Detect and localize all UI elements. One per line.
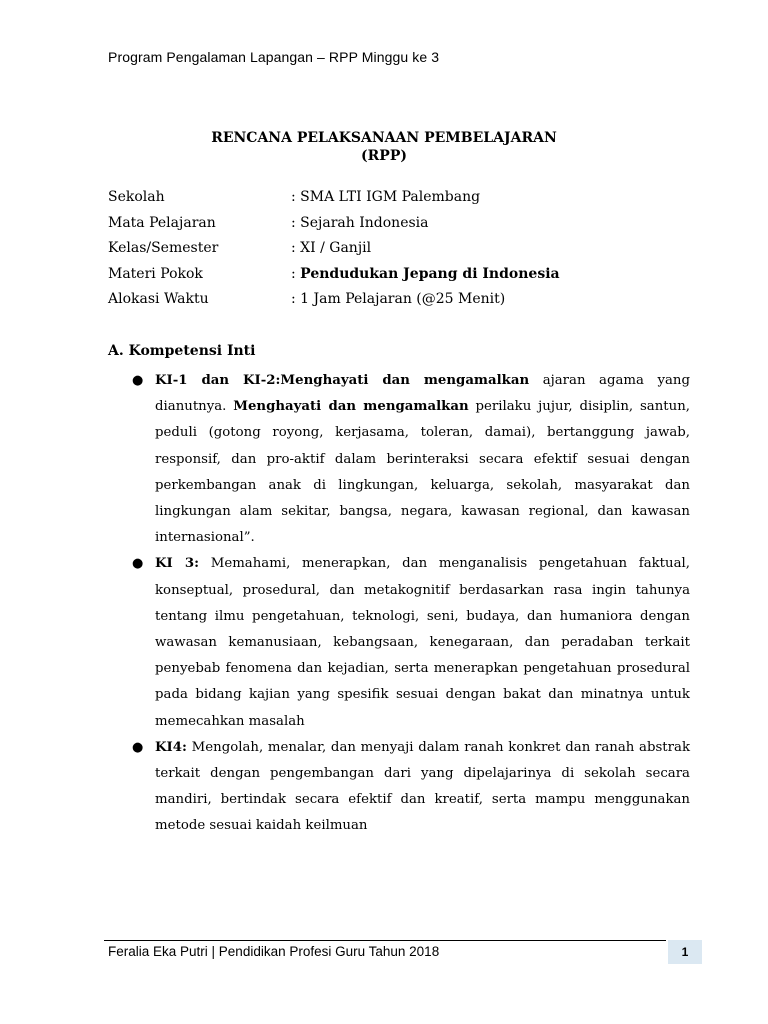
info-label: Mata Pelajaran bbox=[108, 214, 216, 231]
info-row-subject bbox=[108, 215, 560, 241]
info-value bbox=[291, 266, 560, 282]
info-value: : Sejarah Indonesia bbox=[291, 214, 429, 231]
ki-text: perilaku jujur, disiplin, santun, peduli (gotong royong, kerjasama, toleran, damai), bertanggung jawab, responsif, dan pro-aktif dalam berinteraksi secara efektif sesuai dengan perkembangan anak di lingkungan, keluarga, sekolah, masyarakat dan lingkungan alam sekitar, bangsa, negara, kawasan regional, dan kawasan internasional”. bbox=[155, 399, 690, 546]
ki-lead: KI 3: bbox=[155, 556, 200, 572]
ki-lead: KI4: bbox=[155, 739, 187, 755]
info-value: : 1 Jam Pelajaran (@25 Menit) bbox=[291, 291, 506, 307]
info-value: : XI / Ganjil bbox=[291, 240, 372, 256]
info-value: : SMA LTI IGM Palembang bbox=[291, 189, 481, 205]
info-label: Materi Pokok bbox=[108, 265, 203, 282]
bullet-icon: ● bbox=[132, 373, 144, 388]
info-row-class bbox=[108, 240, 560, 266]
list-item bbox=[132, 735, 690, 840]
ki-bold-mid: Menghayati dan mengamalkan bbox=[233, 399, 469, 415]
info-row-topic bbox=[108, 266, 560, 292]
info-value-bold: Pendudukan Jepang di Indonesia bbox=[300, 265, 560, 282]
ki-text: ajaran agama yang dianutnya. bbox=[155, 373, 690, 415]
identity-table bbox=[108, 189, 560, 317]
info-value-prefix: : bbox=[291, 265, 301, 282]
info-row-time bbox=[108, 291, 560, 317]
bullet-icon: ● bbox=[132, 556, 144, 572]
list-item bbox=[132, 551, 690, 734]
footer-text: Feralia Eka Putri | Pendidikan Profesi Guru Tahun 2018 bbox=[108, 944, 440, 959]
info-label: Sekolah bbox=[108, 189, 165, 205]
footer-divider bbox=[104, 940, 666, 941]
bullet-icon: ● bbox=[132, 739, 144, 755]
running-header: Program Pengalaman Lapangan – RPP Minggu ke 3 bbox=[108, 49, 440, 65]
ki-text: Mengolah, menalar, dan menyaji dalam ranah konkret dan ranah abstrak terkait dengan pengembangan dari yang dipelajarinya di sekolah secara mandiri, bertindak secara efektif dan kreatif, serta mampu menggunakan metode sesuai kaidah keilmuan bbox=[155, 739, 690, 834]
list-item bbox=[132, 368, 690, 551]
document-title: RENCANA PELAKSANAAN PEMBELAJARAN bbox=[211, 130, 557, 146]
info-label: Alokasi Waktu bbox=[108, 291, 209, 307]
page-number: 1 bbox=[668, 940, 702, 964]
info-label: Kelas/Semester bbox=[108, 240, 219, 256]
ki-lead: KI-1 dan KI-2:Menghayati dan mengamalkan bbox=[155, 373, 530, 388]
ki-text: Memahami, menerapkan, dan menganalisis pengetahuan faktual, konseptual, prosedural, dan metakognitif berdasarkan rasa ingin tahunya tentang ilmu pengetahuan, teknologi, seni, budaya, dan humaniora dengan wawasan kemanusiaan, kebangsaan, kenegaraan, dan peradaban terkait penyebab fenomena dan kejadian, serta menerapkan pengetahuan prosedural pada bidang kajian yang spesifik sesuai dengan bakat dan minatnya untuk memecahkan masalah bbox=[155, 556, 690, 729]
info-row-school bbox=[108, 189, 560, 215]
document-subtitle: (RPP) bbox=[361, 148, 407, 164]
kompetensi-list bbox=[132, 368, 690, 840]
section-heading: A. Kompetensi Inti bbox=[108, 343, 256, 359]
